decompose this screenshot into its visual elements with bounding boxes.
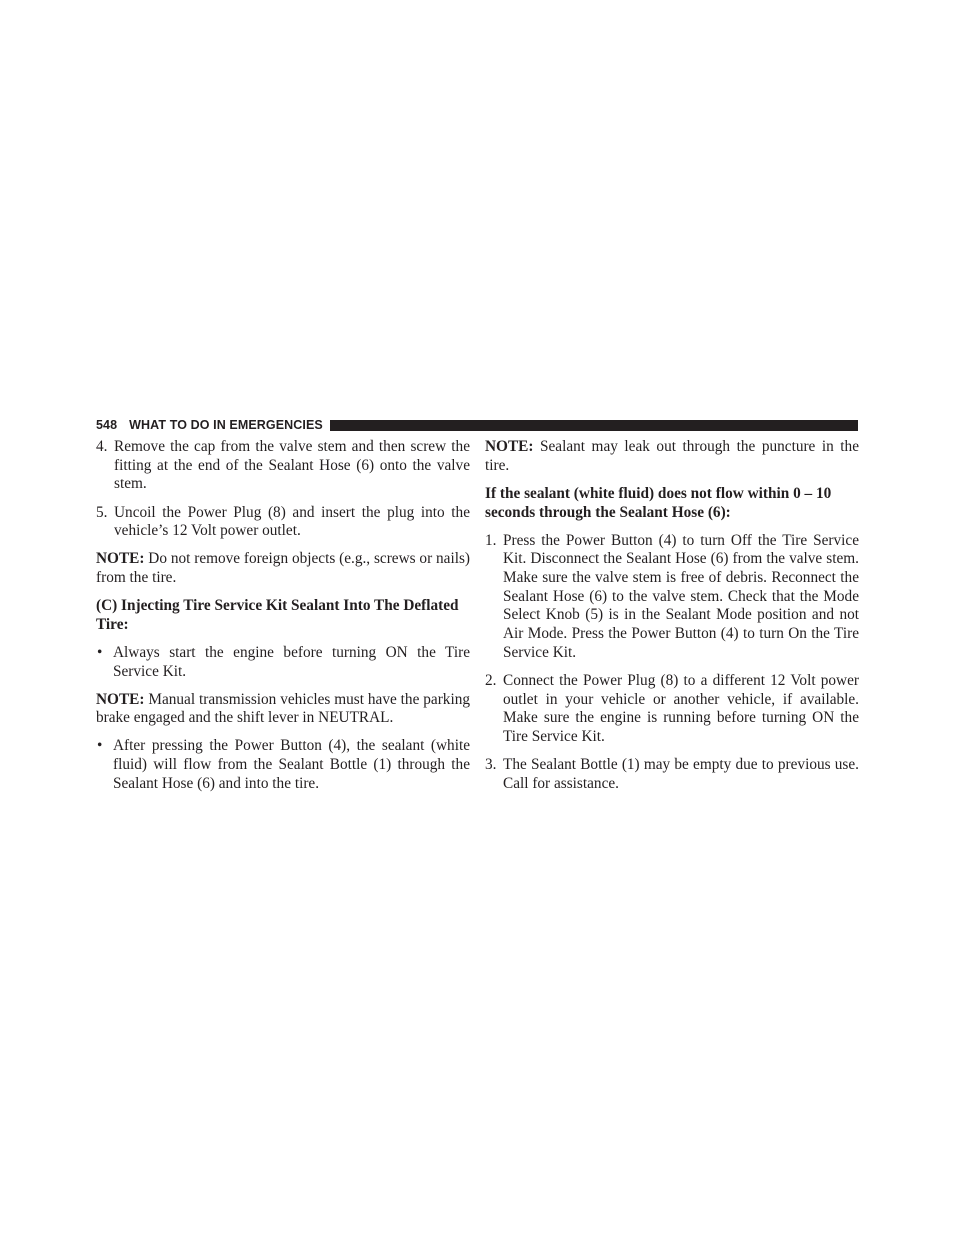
bullet-sealant-flow [96,737,470,793]
subheading-sealant-not-flowing: If the sealant (white fluid) does not flow within 0 – 10 seconds through the Sealant Hose (6): [485,484,832,521]
note-text: Do not remove foreign objects (e.g., screws or nails) from the tire. [96,550,470,586]
step-text: Connect the Power Plug (8) to a different 12 Volt power outlet in your vehicle or another vehicle, if available. Make sure the engine is running before turning ON the Tire Service Kit. [503,671,859,746]
note-manual-transmission [96,691,470,728]
step-1 [485,532,859,663]
bullet-start-engine [96,644,470,681]
page-header [96,416,858,434]
step-3 [485,756,859,793]
step-text: The Sealant Bottle (1) may be empty due to previous use. Call for assistance. [503,756,859,792]
bullet-text: Always start the engine before turning ON the Tire Service Kit. [113,643,470,680]
header-rule [330,420,858,431]
section-title: WHAT TO DO IN EMERGENCIES [129,418,323,432]
note-text: Manual transmission vehicles must have the parking brake engaged and the shift lever in NEUTRAL. [96,690,470,727]
right-column [485,438,859,803]
bullet-marker: • [97,643,103,661]
step-2 [485,672,859,747]
bullet-marker: • [97,737,103,755]
step-number: 1. [485,531,497,549]
step-number: 2. [485,671,497,689]
step-number: 4. [96,438,108,455]
note-sealant-leak [485,438,859,475]
step-text: Uncoil the Power Plug (8) and insert the plug into the vehicle’s 12 Volt power outlet. [114,503,470,540]
note-label: NOTE: [96,690,145,708]
bullet-text: After pressing the Power Button (4), the sealant (white fluid) will flow from the Sealant Bottle (1) through the Sealant Hose (6) and into the tire. [113,737,470,792]
left-column [96,438,470,803]
step-text: Press the Power Button (4) to turn Off the Tire Service Kit. Disconnect the Sealant Hose (6) from the valve stem. Make sure the valve stem is free of debris. Reconnect the Sealant Hose (6) to the valve stem. Check that the Mode Select Knob (5) is in the Sealant Mode position and not Air Mode. Press the Power Button (4) to turn On the Tire Service Kit. [503,531,859,661]
note-foreign-objects [96,550,470,587]
page-number: 548 [96,418,118,432]
step-number: 5. [96,503,108,521]
step-4 [96,438,470,494]
note-text: Sealant may leak out through the puncture in the tire. [485,438,859,474]
step-number: 3. [485,756,497,774]
note-label: NOTE: [485,438,534,455]
note-label: NOTE: [96,550,145,568]
subheading-injecting-sealant: (C) Injecting Tire Service Kit Sealant Into The Deflated Tire: [96,597,459,633]
step-5 [96,504,470,541]
step-text: Remove the cap from the valve stem and then screw the fitting at the end of the Sealant Hose (6) onto the valve stem. [114,438,470,493]
